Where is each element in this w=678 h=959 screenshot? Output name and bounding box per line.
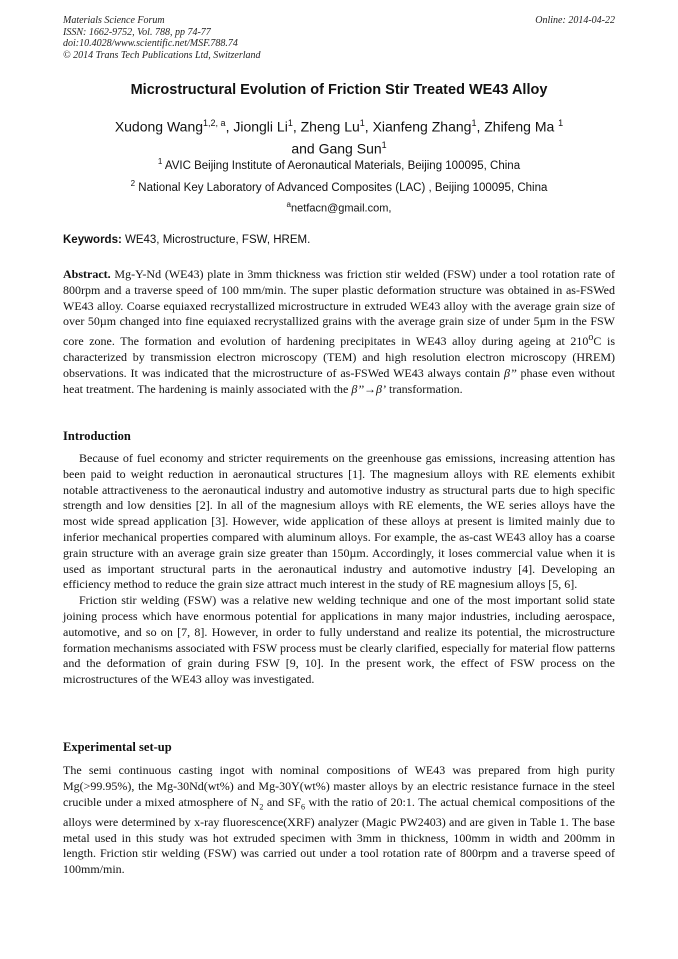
degree-mark: o xyxy=(588,332,594,344)
author-affil-mark: 1 xyxy=(471,118,477,128)
author-name: , Xianfeng Zhang xyxy=(364,118,472,135)
issn: ISSN: 1662-9752, Vol. 788, pp 74-77 xyxy=(63,26,211,38)
author-name: , Jiongli Li xyxy=(225,118,288,135)
abstract xyxy=(63,267,615,397)
author-name: , Zhifeng Ma xyxy=(476,118,559,135)
phase-symbol: β’’ xyxy=(504,365,517,380)
author-affil-mark: 1 xyxy=(558,118,564,128)
affiliation-mark: 1 xyxy=(157,157,163,166)
paragraph: Friction stir welding (FSW) was a relative new welding technique and one of the most important solid state joining process which have enormous potential for applications in many major industries, including aerospace, automotive, and so on [7, 8]. However, in order to fully understand and realize its potential, the microstructure formation mechanisms associated with FSW process must be clearly clarified, especially for material flow patterns and the deformation of grain during FSW [9, 10]. In the present work, the effect of FSW process on the microstructures of the WE43 alloy was investigated. xyxy=(63,593,615,687)
abstract-text: C is characterized by transmission electron microscopy (TEM) and high resolution electron microscopy (HREM) observations. It was indicated that the microstructure of as-FSWed WE43 always contain xyxy=(63,334,615,380)
author-name: , Zheng Lu xyxy=(292,118,360,135)
abstract-text: Mg-Y-Nd (WE43) plate in 3mm thickness was friction stir welded (FSW) under a tool rotation rate of 800rpm and a traverse speed of 100 mm/min. The super plastic deformation structure was obtained in as-FSWed WE43 alloy. Coarse equiaxed recrystallized microstructure in extruded WE43 alloy with the average grain size of over 50µm changed into fine equiaxed recrystallized grains with the average grain size of under 5µm in the FSW core zone. The formation and evolution of hardening precipitates in WE43 alloy during ageing at 210 xyxy=(63,267,615,349)
online-date: Online: 2014-04-22 xyxy=(535,15,615,26)
abstract-text: transformation. xyxy=(385,381,463,396)
subscript: 2 xyxy=(259,801,264,811)
author-name: and Gang Sun xyxy=(291,140,382,157)
journal-header xyxy=(63,15,615,61)
author-list xyxy=(40,114,638,157)
doi: doi:10.4028/www.scientific.net/MSF.788.74 xyxy=(63,38,238,49)
abstract-text: phase even without heat treatment. The hardening is mainly associated with the xyxy=(63,365,615,396)
paragraph-text: The semi continuous casting ingot with nominal compositions of WE43 was prepared from high purity Mg(>99.95%), the Mg-30Nd(wt%) and Mg-30Y(wt%) master alloys by an electric resistance furnace in the steel crucible under a mixed atmosphere of N xyxy=(63,763,615,809)
keywords-label: Keywords: xyxy=(63,234,122,246)
paragraph xyxy=(63,763,615,878)
author-name: Xudong Wang xyxy=(114,118,204,135)
abstract-label: Abstract. xyxy=(63,267,111,281)
email-address: netfacn@gmail.com, xyxy=(291,202,392,215)
journal-name: Materials Science Forum xyxy=(63,15,165,26)
affiliation-text: AVIC Beijing Institute of Aeronautical Materials, Beijing 100095, China xyxy=(162,159,521,172)
paragraph-text: and SF xyxy=(263,794,302,809)
section-heading-introduction: Introduction xyxy=(63,429,131,443)
affiliation-2 xyxy=(20,179,658,194)
introduction-body xyxy=(63,451,615,688)
author-affil-mark: 1 xyxy=(381,139,387,150)
subscript: 6 xyxy=(301,801,306,811)
affiliation-mark: 2 xyxy=(130,179,136,188)
corresponding-email xyxy=(20,200,658,215)
affiliation-1 xyxy=(20,157,658,172)
affiliation-text: National Key Laboratory of Advanced Composites (LAC) , Beijing 100095, China xyxy=(135,181,548,194)
copyright: © 2014 Trans Tech Publications Ltd, Switzerland xyxy=(63,49,261,61)
author-affil-mark: 1,2, a xyxy=(203,118,226,128)
keywords xyxy=(63,234,615,246)
author-affil-mark: 1 xyxy=(287,118,293,128)
email-mark: a xyxy=(286,200,291,209)
paragraph-text: with the ratio of 20:1. The actual chemical compositions of the alloys were determined by x-ray fluorescence(XRF) analyzer (Magic PW2403) and are given in Table 1. The base metal used in this study was hot extruded specimen with 3mm in thickness, 100mm in width and 200mm in length. Friction stir welding (FSW) was carried out under a tool rotation rate of 800rpm and a traverse speed of 100mm/min. xyxy=(63,794,615,877)
section-heading-experimental: Experimental set-up xyxy=(63,740,172,754)
keywords-text: WE43, Microstructure, FSW, HREM. xyxy=(121,234,311,246)
experimental-body xyxy=(63,763,615,878)
paragraph: Because of fuel economy and stricter requirements on the greenhouse gas emissions, increasing attention has been paid to weight reduction in aeronautical structures [1]. The magnesium alloys with RE elements exhibit notable attractiveness to the aeronautical industry and automotive industry as structural parts due to high specific strength and low densities [2]. In all of the magnesium alloys with RE elements, the WE series alloys have the most wide spread application [3]. However, wide application of these alloys at present is limited mainly due to inferior mechanical properties compared with aluminum alloys. For example, the as-cast WE43 alloy has a coarse grain structure with an average grain size greater than 150µm. Accordingly, it loses commercial value when it is used as important structural parts in the aeronautical industry and automotive industry [4]. Developing an efficiency method to reduce the grain size attract much interest in the study of RE magnesium alloys [5, 6]. xyxy=(63,451,615,592)
paper-title: Microstructural Evolution of Friction Stir Treated WE43 Alloy xyxy=(130,82,548,98)
author-affil-mark: 1 xyxy=(359,118,365,128)
phase-symbol: β’’→β’ xyxy=(351,381,386,396)
